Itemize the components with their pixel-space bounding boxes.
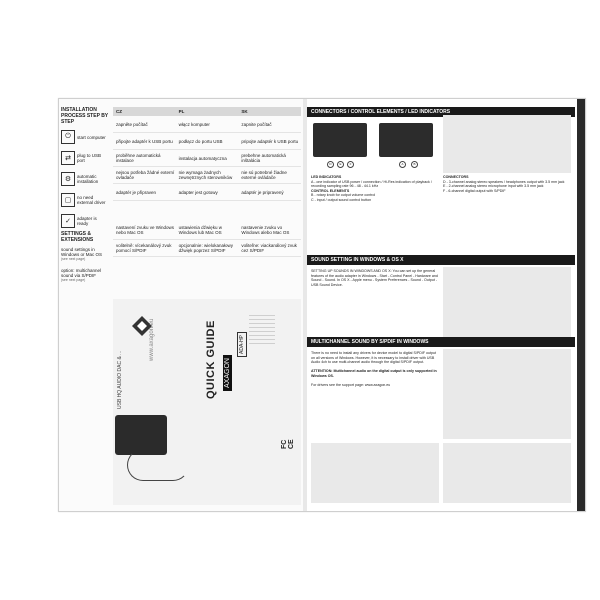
table-row [113,167,301,184]
table-row [113,116,301,133]
connectors-heading: CONNECTORS [443,175,469,179]
power-icon: ⏻ [61,130,75,144]
cell: nie sú potrebné žiadne externé ovládače [241,170,287,180]
table-row [113,184,301,201]
product-subtitle: USB HQ AUDIO DAC & ... [117,350,123,409]
cell: włącz komputer [178,121,210,127]
step-label: plug to USB port [77,153,102,163]
settings-title: SETTINGS & EXTENSIONS [61,231,94,243]
settings-legend [61,231,109,289]
cell: ustawienia dźwięku w Windows lub Mac OS [178,225,222,235]
quick-guide-cover [113,299,301,505]
cell: adaptér je pripravený [241,189,284,195]
cell: voliteľne: viackanálový zvuk cez S/PDIF [241,243,297,253]
multi-text: There is no need to install any drivers for device model to digital S/PDIF output on all versions of Windows. However, it is necessary to install driver with USB Audio 4ch to use multi-channel audio through the digital S/PDIF output. [311,351,437,365]
control-c-text: C - input / output sound control button [311,197,372,202]
cable-image [127,449,189,481]
lang-cz: CZ [116,109,122,114]
multichannel-translation-block [443,349,571,439]
table-row [113,133,301,150]
led-heading: LED INDICATORS [311,175,342,179]
left-panel [59,99,303,511]
settings-item [61,247,109,262]
connector-d-text: D - 3-channel analog stereo speakers / headphones output with 3.5 mm jack [443,179,565,184]
led-a-text: A - one indicator of USB power / connection / Hi-Res indication of playback / recording sampling rate 96 - 48 - 44.1 kHz [311,179,432,189]
driver-icon: ▢ [61,193,75,207]
cell: nie wymaga żadnych zewnętrznych sterowników [178,170,233,180]
control-b-text: B - rotary knob for output volume control [311,193,376,198]
driver-info-block [311,443,439,503]
cell: pripojte adaptér k USB portu [241,138,299,144]
callout-e: E [337,161,344,168]
website-text: www.axagon.eu [149,318,155,361]
lang-pl: PL [178,109,185,114]
cell: adapter jest gotowy [178,189,218,195]
table-row [113,240,301,257]
language-header [113,107,301,116]
step-ready [61,213,109,229]
step-label: automatic installation [77,174,99,184]
model-label: ADA-HP [237,332,247,357]
callout-f: F [347,161,354,168]
connectors-description-2 [443,175,569,193]
cell: prebehne automatická inštalácia [241,153,286,163]
multichannel-description [311,351,439,388]
settings-text: sound settings in Windows or Mac OS [61,247,103,257]
connector-f-text: F - 6-channel digital output with S/PDIF [443,188,506,193]
driver-info-translation-block [443,443,571,503]
cell: nastavení zvuku ve Windows nebo Mac OS [116,225,175,235]
connector-e-text: E - 2-channel analog stereo microphone input with 3.5 mm jack [443,184,544,189]
cell: zapnite počítač [241,121,272,127]
certification-marks: FC CE [281,439,295,449]
cell: nastavenie zvuku vo Windows alebo Mac OS [241,225,290,235]
cell: nejsou potřeba žádné externí ovladače [116,170,175,180]
settings-note: (see next page) [61,278,86,282]
connectors-section-title: CONNECTORS / CONTROL ELEMENTS / LED INDICATORS [307,107,575,117]
cell: proběhne automatická instalace [116,153,161,163]
cell: instalacja automatyczna [178,155,227,161]
step-start [61,129,109,145]
step-driver [61,192,109,208]
usb-icon: ⇄ [61,151,75,165]
language-table [113,107,301,257]
callout-b: B [411,161,418,168]
settings-item [61,268,109,283]
sound-section-title: SOUND SETTING IN WINDOWS & OS X [307,255,575,265]
table-row [113,150,301,167]
step-label: adapter is ready [77,216,97,226]
multi-attention: ATTENTION: Multichannel audio on the digital output is only supported in Windows OS. [311,369,437,378]
small-print [249,315,275,495]
brand-label: AXAGON [223,355,232,391]
cell: volitelně: vícekanálový zvuk pomocí S/PDIF [116,243,172,253]
quick-guide-title: QUICK GUIDE [205,320,217,399]
step-plug [61,150,109,166]
table-row [113,221,301,240]
cell: opcjonalnie: wielokanałowy dźwięk poprzez S/PDIF [178,243,233,253]
cell: zapněte počítač [116,121,148,127]
connectors-description [311,175,439,203]
callout-a: A [399,161,406,168]
right-panel [307,99,585,511]
guide-sheet [58,98,586,512]
install-legend [61,107,109,234]
settings-note: (see next page) [61,257,86,261]
translation-block [443,115,571,173]
cell: připojte adaptér k USB portu [116,138,173,144]
gear-icon: ⚙ [61,172,75,186]
cell: podłącz do portu USB [178,138,223,144]
step-label: no need external driver [77,195,106,205]
cell: adaptér je připraven [116,189,157,195]
side-tab-strip [577,99,585,511]
support-text: For drivers see the support page: www.axagon.eu [311,383,391,388]
check-icon: ✓ [61,214,75,228]
install-title: INSTALLATION PROCESS STEP BY STEP [61,107,109,125]
device-image-front [313,123,367,157]
multichannel-section-title: MULTICHANNEL SOUND BY S/PDIF IN WINDOWS [307,337,575,347]
callout-d: D [327,161,334,168]
settings-text: option: multichannel sound via S/PDIF [61,268,102,278]
lang-sk: SK [241,109,248,114]
control-heading: CONTROL ELEMENTS [311,188,350,193]
sound-description: SETTING UP SOUNDS IN WINDOWS AND OS X: You can set up the general features of the audio adapter in Windows - Start - Control Panel - Hardware and Sound - Sound. In OS X - Apple menu - System Preferences - Sound - Output - USB Sound Device. [311,269,438,287]
sound-translation-block [443,267,571,347]
step-auto [61,171,109,187]
device-image-back [379,123,433,157]
step-label: start computer [77,134,106,140]
